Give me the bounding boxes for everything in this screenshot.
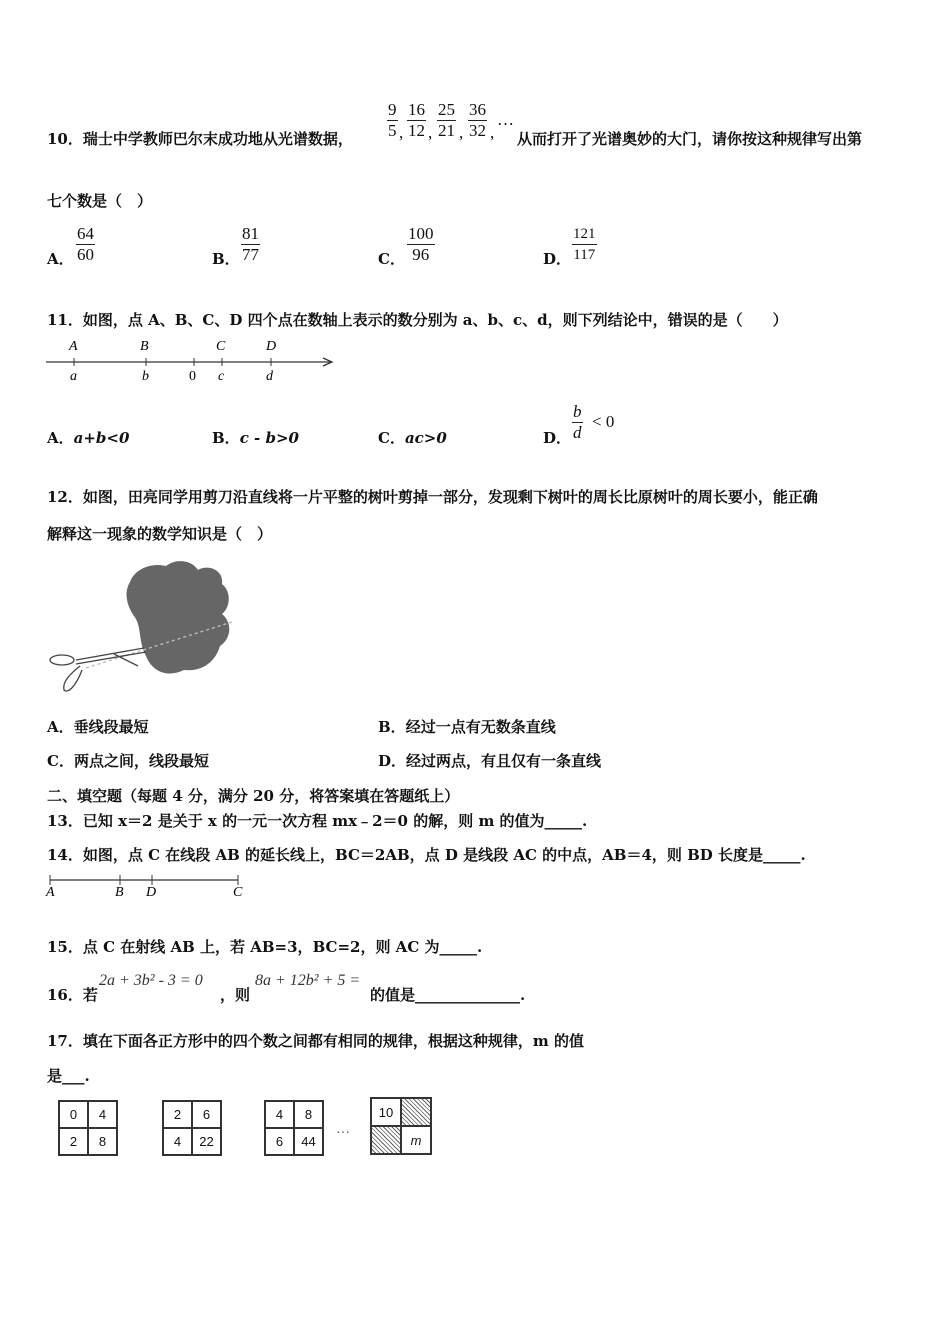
square-cell: 0 — [59, 1101, 88, 1128]
square-cell: 6 — [192, 1101, 221, 1128]
q15: 15．点 C 在射线 AB 上，若 AB=3，BC=2，则 AC 为_____. — [47, 938, 483, 956]
squares-ellipsis: … — [336, 1122, 350, 1137]
square-cell: 2 — [163, 1101, 192, 1128]
q11-option-a: A．a+b<0 — [47, 429, 130, 447]
q10-option-c: $\frac{100}{96}$ — [408, 224, 434, 264]
leaf-shape — [127, 561, 230, 673]
square-cell: 8 — [88, 1128, 117, 1155]
q17-line1: 17．填在下面各正方形中的四个数之间都有相同的规律，根据这种规律，m 的值 — [47, 1032, 584, 1050]
leaf-scissors-figure — [46, 556, 236, 698]
square-cell: 8 — [294, 1101, 323, 1128]
q10-option-d-label: D． — [543, 250, 572, 268]
square-cell-hatched — [401, 1098, 431, 1126]
q16-eq1: 2a + 3b² - 3 = 0 — [99, 972, 203, 989]
segment-point-a: A — [46, 885, 55, 900]
q17-line2: 是___. — [47, 1067, 90, 1085]
q10-line1-tail: 从而打开了光谱奥妙的大门，请你按这种规律写出第 — [517, 130, 863, 148]
square-cell-hatched — [371, 1126, 401, 1154]
q10-option-b: $\frac{81}{77}$ — [242, 224, 259, 264]
comma: , — [399, 123, 404, 142]
q10-option-c-label: C． — [378, 250, 405, 268]
q11-number-line — [44, 334, 340, 386]
axis-point-c: C — [216, 339, 226, 354]
square-cell-m: m — [401, 1126, 431, 1154]
q12-option-d: D．经过两点，有且仅有一条直线 — [378, 752, 602, 770]
q16-mid: ，则 — [220, 986, 251, 1004]
q12-option-a: A．垂线段最短 — [47, 718, 149, 736]
square-cell: 4 — [88, 1101, 117, 1128]
axis-value-d: d — [266, 369, 273, 384]
axis-point-b: B — [140, 339, 149, 354]
axis-value-zero: 0 — [189, 369, 196, 384]
axis-value-a: a — [70, 369, 77, 384]
q12-option-b: B．经过一点有无数条直线 — [378, 718, 556, 736]
q11-option-d-label: D． — [543, 429, 572, 447]
q10-line2: 七个数是（ ） — [47, 192, 153, 210]
q12-option-c: C．两点之间，线段最短 — [47, 752, 209, 770]
number-square-last — [370, 1097, 432, 1155]
comma: , — [459, 123, 464, 142]
q11-stem: 11．如图，点 A、B、C、D 四个点在数轴上表示的数分别为 a、b、c、d，则下列结论中，错误的是（ ） — [47, 311, 788, 329]
axis-value-b: b — [142, 369, 149, 384]
square-cell: 6 — [265, 1128, 294, 1155]
q10-seq-frac-2: $\frac{16}{12}$ — [408, 100, 425, 140]
square-cell: 2 — [59, 1128, 88, 1155]
section-heading: 二、填空题（每题 4 分，满分 20 分，将答案填在答题纸上） — [47, 787, 460, 805]
number-square-3 — [264, 1100, 324, 1156]
q16-tail: 的值是______________. — [370, 986, 526, 1004]
number-square-2 — [162, 1100, 222, 1156]
segment-point-b: B — [115, 885, 124, 900]
square-cell: 22 — [192, 1128, 221, 1155]
q13: 13．已知 x＝2 是关于 x 的一元一次方程 mx﹣2＝0 的解，则 m 的值为_____. — [47, 812, 588, 830]
q10-line1: 10．瑞士中学教师巴尔末成功地从光谱数据， — [47, 130, 353, 148]
square-cell: 4 — [163, 1128, 192, 1155]
q16-num: 16．若 — [47, 986, 98, 1004]
q12-line1: 12．如图，田亮同学用剪刀沿直线将一片平整的树叶剪掉一部分，发现剩下树叶的周长比原树叶的周长要小，能正确 — [47, 488, 818, 506]
q14-stem: 14．如图，点 C 在线段 AB 的延长线上，BC＝2AB，点 D 是线段 AC 的中点，AB＝4，则 BD 长度是_____. — [47, 846, 806, 864]
number-square-1 — [58, 1100, 118, 1156]
q10-ellipsis: … — [497, 110, 514, 129]
q10-option-a-label: A． — [47, 250, 74, 268]
square-cell: 10 — [371, 1098, 401, 1126]
q10-option-a: $\frac{64}{60}$ — [77, 224, 94, 264]
square-cell: 4 — [265, 1101, 294, 1128]
q11-option-c: C．ac>0 — [378, 429, 447, 447]
q11-option-b: B．c - b>0 — [212, 429, 299, 447]
q14-segment — [44, 872, 248, 902]
axis-point-d: D — [266, 339, 277, 354]
q11-option-d-frac: $\frac{b}{d}$ — [573, 402, 582, 442]
scissors-handle-top — [50, 655, 74, 665]
q10-option-d: $\frac{121}{117}$ — [573, 226, 596, 263]
axis-value-c: c — [218, 369, 225, 384]
axis-point-a: A — [69, 339, 78, 354]
q10-seq-frac-4: $\frac{36}{32}$ — [469, 100, 486, 140]
q10-option-b-label: B． — [212, 250, 240, 268]
q10-seq-frac-1: $\frac{9}{5}$ — [388, 100, 397, 140]
q11-option-d-rest: < 0 — [592, 412, 615, 431]
comma: , — [428, 123, 433, 142]
q10-seq-frac-3: $\frac{25}{21}$ — [438, 100, 455, 140]
segment-point-c: C — [233, 885, 243, 900]
scissors-handle-bottom — [64, 666, 82, 691]
square-cell: 44 — [294, 1128, 323, 1155]
q12-line2: 解释这一现象的数学知识是（ ） — [47, 525, 273, 543]
comma: , — [490, 123, 495, 142]
segment-point-d: D — [146, 885, 157, 900]
q16-eq2: 8a + 12b² + 5 = — [255, 972, 361, 989]
